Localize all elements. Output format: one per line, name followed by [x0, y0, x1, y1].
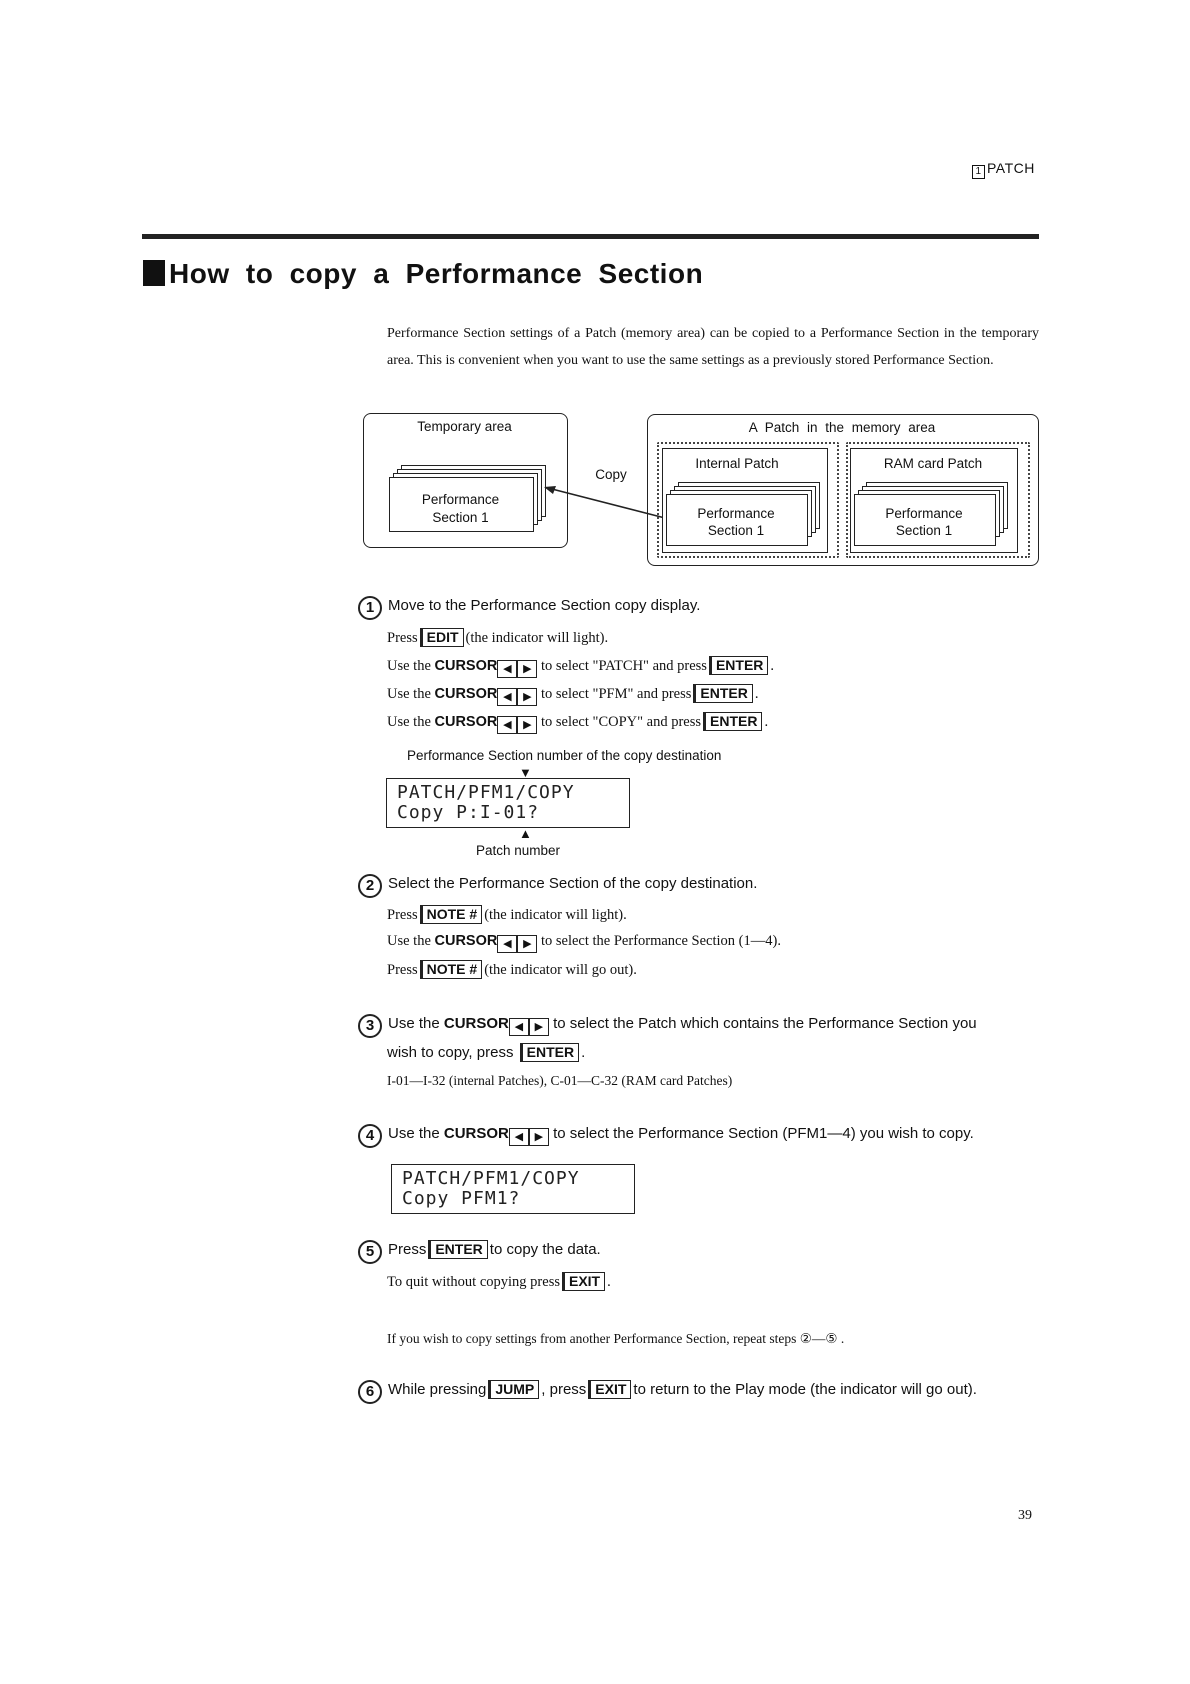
step-3-line-2: wish to copy, press ENTER .: [387, 1044, 586, 1061]
copy-label: Copy: [595, 467, 627, 482]
exit-key: EXIT: [562, 1272, 605, 1291]
step-number-3: 3: [358, 1014, 382, 1038]
cursor-left-icon: ◀: [509, 1018, 529, 1036]
step-1-line-2: Use the CURSOR ◀ ▶ to select "PATCH" and press ENTER .: [387, 656, 774, 678]
step-number-6: 6: [358, 1380, 382, 1404]
copy-diagram: [0, 0, 1190, 570]
enter-key: ENTER: [428, 1240, 487, 1259]
temporary-area-label: Temporary area: [417, 419, 512, 434]
lcd1-top-note: Performance Section number of the copy destination: [407, 748, 722, 763]
jump-key: JUMP: [488, 1380, 539, 1399]
repeat-note: If you wish to copy settings from another Performance Section, repeat steps ②—⑤ .: [387, 1331, 845, 1346]
cursor-left-icon: ◀: [497, 688, 517, 706]
step-2-line-1: Press NOTE # (the indicator will light).: [387, 906, 627, 923]
cursor-right-icon: ▶: [517, 716, 537, 734]
lcd2-line-1: PATCH/PFM1/COPY: [402, 1168, 580, 1189]
temp-card-line1: Performance: [421, 492, 500, 507]
lcd1-bottom-note: Patch number: [476, 843, 561, 858]
internal-card-line2: Section 1: [707, 523, 765, 538]
section-number-box: 1: [972, 165, 985, 179]
edit-key: EDIT: [420, 628, 464, 647]
intro-paragraph: Performance Section settings of a Patch (memory area) can be copied to a Performance Section in the temporary area. This is convenient when you want to use the same settings as a previously stored Performance Section.: [387, 326, 1039, 368]
ram-card-line2: Section 1: [895, 523, 953, 538]
internal-patch-label: Internal Patch: [695, 456, 779, 471]
enter-key: ENTER: [520, 1043, 579, 1062]
page-number: 39: [1018, 1508, 1032, 1523]
step-1-title: [358, 596, 700, 620]
step-2-text: Select the Performance Section of the copy destination.: [388, 875, 758, 892]
step-number-5: 5: [358, 1240, 382, 1264]
cursor-left-icon: ◀: [497, 935, 517, 953]
lcd2-line-2: Copy PFM1?: [402, 1188, 521, 1209]
step-3-line-3: I-01—I-32 (internal Patches), C-01—C-32 (RAM card Patches): [387, 1073, 733, 1088]
step-1-line-1: Press EDIT (the indicator will light).: [387, 629, 609, 646]
lcd1-line-1: PATCH/PFM1/COPY: [397, 782, 575, 803]
lcd-display-2: [391, 1164, 635, 1214]
step-2-line-2: Use the CURSOR ◀ ▶ to select the Performance Section (1—4).: [387, 933, 781, 953]
step-1-line-4: Use the CURSOR ◀ ▶ to select "COPY" and press ENTER .: [387, 712, 768, 734]
step-number-1: 1: [358, 596, 382, 620]
step-3-title: 3 Use the CURSOR ◀ ▶ to select the Patch which contains the Performance Section you: [358, 1014, 977, 1038]
cursor-right-icon: ▶: [529, 1018, 549, 1036]
lcd1-line-2: Copy P:I-01?: [397, 802, 540, 823]
step-6-line: 6 While pressing JUMP , press EXIT to return to the Play mode (the indicator will go out).: [358, 1380, 977, 1404]
memory-area-label: A Patch in the memory area: [748, 420, 936, 435]
step-2-title: [358, 874, 757, 898]
up-arrow-icon: ▲: [519, 826, 532, 841]
cursor-left-icon: ◀: [497, 660, 517, 678]
cursor-right-icon: ▶: [517, 935, 537, 953]
cursor-left-icon: ◀: [509, 1128, 529, 1146]
step-5-title: 5 Press ENTER to copy the data.: [358, 1240, 601, 1264]
page-title-text: How to copy a Performance Section: [169, 258, 704, 289]
enter-key: ENTER: [693, 684, 752, 703]
ram-card-patch-label: RAM card Patch: [883, 456, 983, 471]
step-4-title: 4 Use the CURSOR ◀ ▶ to select the Performance Section (PFM1—4) you wish to copy.: [358, 1124, 974, 1148]
enter-key: ENTER: [709, 656, 768, 675]
step-1-text: Move to the Performance Section copy display.: [388, 597, 701, 614]
step-1-line-3: Use the CURSOR ◀ ▶ to select "PFM" and press ENTER .: [387, 684, 758, 706]
cursor-right-icon: ▶: [517, 688, 537, 706]
cursor-right-icon: ▶: [529, 1128, 549, 1146]
step-number-4: 4: [358, 1124, 382, 1148]
step-number-2: 2: [358, 874, 382, 898]
cursor-right-icon: ▶: [517, 660, 537, 678]
temp-card-line2: Section 1: [432, 510, 489, 525]
lcd-display-1: [386, 778, 630, 828]
cursor-left-icon: ◀: [497, 716, 517, 734]
step-2-line-3: Press NOTE # (the indicator will go out).: [387, 961, 637, 978]
enter-key: ENTER: [703, 712, 762, 731]
down-arrow-icon: ▼: [519, 765, 532, 780]
step-5-line-2: To quit without copying press EXIT .: [387, 1273, 611, 1290]
section-header-text: PATCH: [987, 160, 1035, 176]
ram-card-line1: Performance: [885, 506, 963, 521]
internal-card-line1: Performance: [697, 506, 775, 521]
note-key: NOTE #: [420, 905, 483, 924]
note-key: NOTE #: [420, 960, 483, 979]
exit-key: EXIT: [588, 1380, 631, 1399]
